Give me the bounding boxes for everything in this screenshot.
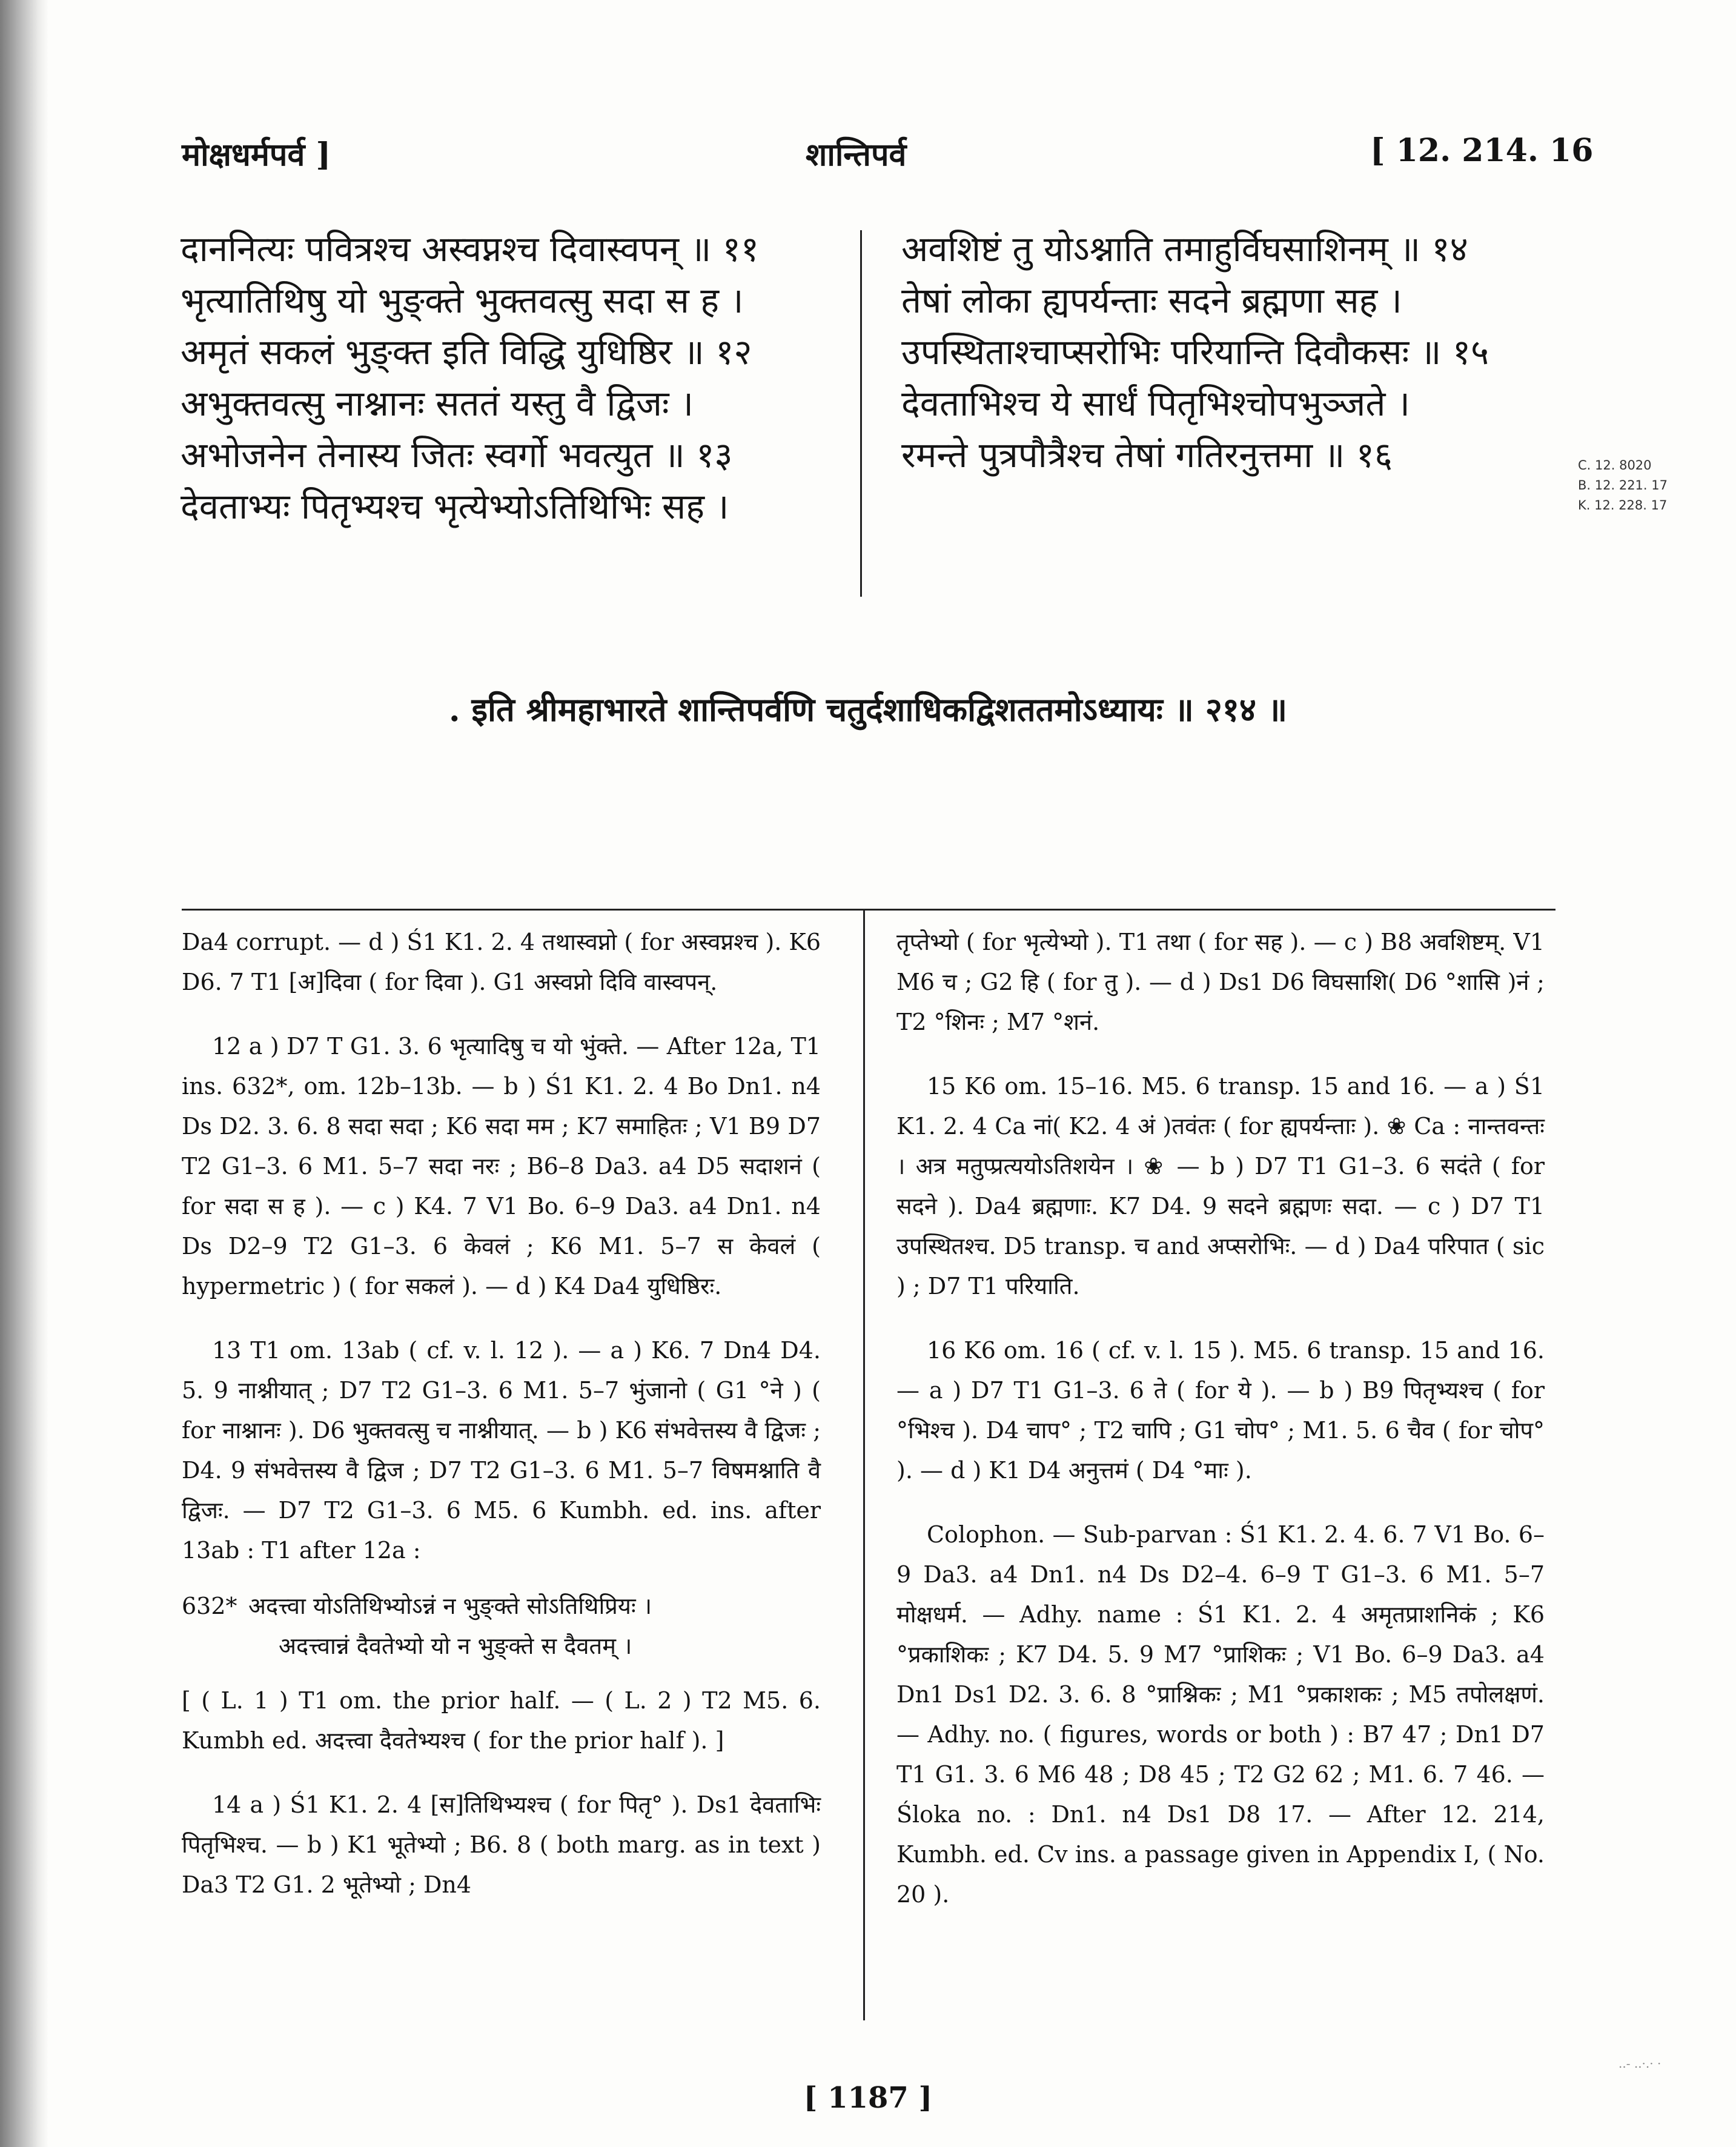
concordance-bombay: B. 12. 221. 17	[1578, 478, 1668, 493]
verse-line: अमृतं सकलं भुङ्क्त इति विद्धि युधिष्ठिर ॥ १२	[181, 331, 752, 373]
verse-line: अभोजनेन तेनास्य जितः स्वर्गो भवत्युत ॥ १३	[181, 434, 733, 476]
passage-line: अदत्त्वा योऽतिथिभ्योऽन्नं न भुङ्क्ते सोऽतिथिप्रियः ।	[248, 1593, 652, 1619]
apparatus-note: 15 K6 om. 15–16. M5. 6 transp. 15 and 16. — a ) Ś1 K1. 2. 4 Ca नां( K2. 4 अं )तवंतः ( for ह्यपर्यन्ताः ). ❀ Ca : नान्तवन्तः । अत्र मतुप्प्रत्ययोऽतिशयेन । ❀ — b ) D7 T1 G1–3. 6 सदंते ( for सदने ). Da4 ब्रह्मणाः. K7 D4. 9 सदने ब्रह्मणः सदा. — c ) D7 T1 उपस्थितश्च. D5 transp. च and अप्सरोभिः. — d ) Da4 परिपात ( sic ) ; D7 T1 परियाति.	[896, 1073, 1545, 1299]
verse-column-divider	[860, 230, 862, 597]
verse-line: दाननित्यः पवित्रश्च अस्वप्नश्च दिवास्वपन् ॥ ११	[181, 228, 759, 270]
page-number: [ 1187 ]	[803, 2081, 933, 2115]
apparatus-note: 16 K6 om. 16 ( cf. v. l. 15 ). M5. 6 transp. 15 and 16. — a ) D7 T1 G1–3. 6 ते ( for ये ). — b ) B9 पितृभ्यश्च ( for °भिश्च ). D4 चाप° ; T2 चापि ; G1 चोप° ; M1. 5. 6 चैव ( for चोप° ). — d ) K1 D4 अनुत्तमं ( D4 °माः ).	[896, 1337, 1545, 1484]
apparatus-note: 12 a ) D7 T G1. 3. 6 भृत्यादिषु च यो भुंक्ते. — After 12a, T1 ins. 632*, om. 12b–13b. — b ) Ś1 K1. 2. 4 Bo Dn1. n4 Ds D2. 3. 6. 8 सदा सदा ; K6 सदा मम ; K7 समाहितः ; V1 B9 D7 T2 G1–3. 6 M1. 5–7 सदा नरः ; B6–8 Da3. a4 D5 सदाशनं ( for सदा स ह ). — c ) K4. 7 V1 Bo. 6–9 Da3. a4 Dn1. n4 Ds D2–9 T2 G1–3. 6 केवलं ; K6 M1. 5–7 स केवलं ( hypermetric ) ( for सकलं ). — d ) K4 Da4 युधिष्ठिरः.	[182, 1033, 821, 1299]
apparatus-rule	[182, 909, 1555, 911]
verse-line: रमन्ते पुत्रपौत्रैश्च तेषां गतिरनुत्तमा ॥ १६	[901, 434, 1393, 476]
verse-line: तेषां लोका ह्यपर्यन्ताः सदने ब्रह्मणा सह ।	[901, 280, 1402, 321]
apparatus-column-divider	[863, 909, 865, 2020]
running-head-center: शान्तिपर्व	[806, 136, 907, 173]
apparatus-column-right	[896, 922, 1545, 1939]
apparatus-column-left	[182, 922, 821, 1929]
verse-line: उपस्थिताश्चाप्सरोभिः परियान्ति दिवौकसः ॥ १५	[901, 331, 1489, 373]
verse-line: भृत्यातिथिषु यो भुङ्क्ते भुक्तवत्सु सदा स ह ।	[181, 280, 744, 321]
apparatus-note: 14 a ) Ś1 K1. 2. 4 [स]तिथिभ्यश्च ( for पितृ° ). Ds1 देवताभिः पितृभिश्च. — b ) K1 भूतेभ्यो ; B6. 8 ( both marg. as in text ) Da3 T2 G1. 2 भूतेभ्यो ; Dn4	[182, 1791, 821, 1898]
concordance-references	[1578, 456, 1668, 516]
verse-line: देवताभ्यः पितृभ्यश्च भृत्येभ्योऽतिथिभिः सह ।	[181, 486, 729, 527]
additional-passage	[182, 1586, 821, 1666]
scan-binding-shadow	[0, 0, 48, 2147]
running-head-right: [ 12. 214. 16	[1370, 132, 1594, 169]
apparatus-note: [ ( L. 1 ) T1 om. the prior half. — ( L. 2 ) T2 M5. 6. Kumbh ed. अदत्त्वा दैवतेभ्यश्च ( for the prior half ). ]	[182, 1687, 821, 1754]
verse-line: अभुक्तवत्सु नाश्नानः सततं यस्तु वै द्विजः ।	[181, 383, 694, 424]
apparatus-note: तृप्तेभ्यो ( for भृत्येभ्यो ). T1 तथा ( for सह ). — c ) B8 अवशिष्टम्. V1 M6 च ; G2 हि ( for तु ). — d ) Ds1 D6 विघसाशि( D6 °शासि )नं ; T2 °शिनः ; M7 °शनं.	[896, 929, 1545, 1035]
passage-line: अदत्त्वान्नं दैवतेभ्यो यो न भुङ्क्ते स दैवतम् ।	[279, 1633, 632, 1659]
concordance-calcutta: C. 12. 8020	[1578, 458, 1652, 473]
apparatus-note: Da4 corrupt. — d ) Ś1 K1. 2. 4 तथास्वप्नो ( for अस्वप्नश्च ). K6 D6. 7 T1 [अ]दिवा ( for दिवा ). G1 अस्वप्नो दिवि वास्वपन्.	[182, 929, 821, 995]
verse-line: देवताभिश्च ये सार्धं पितृभिश्चोपभुञ्जते ।	[901, 383, 1410, 424]
verse-line: अवशिष्टं तु योऽश्नाति तमाहुर्विघसाशिनम् ॥ १४	[901, 228, 1468, 270]
apparatus-note: Colophon. — Sub-parvan : Ś1 K1. 2. 4. 6. 7 V1 Bo. 6–9 Da3. a4 Dn1. n4 Ds D2–4. 6–9 T G1–3. 6 M1. 5–7 मोक्षधर्म. — Adhy. name : Ś1 K1. 2. 4 अमृतप्राशनिकं ; K6 °प्रकाशिकः ; K7 D4. 5. 9 M7 °प्राशिकः ; V1 Bo. 6–9 Da3. a4 Dn1 Ds1 D2. 3. 6. 8 °प्राश्निकः ; M1 °प्रकाशकः ; M5 तपोलक्षणं. — Adhy. no. ( figures, words or both ) : B7 47 ; Dn1 D7 T1 G1. 3. 6 M6 48 ; D8 45 ; T2 G2 62 ; M1. 6. 7 46. — Śloka no. : Dn1. n4 Ds1 D8 17. — After 12. 214, Kumbh. ed. Cv ins. a passage given in Appendix I, ( No. 20 ).	[896, 1521, 1545, 1908]
chapter-colophon: . इति श्रीमहाभारते शान्तिपर्वणि चतुर्दशाधिकद्विशततमोऽध्यायः ॥ २१४ ॥	[448, 690, 1288, 729]
scan-artifact-marks: ..- ..·.· ·	[1618, 2056, 1661, 2071]
running-head-left: मोक्षधर्मपर्व ]	[182, 136, 331, 173]
concordance-kumbhakonam: K. 12. 228. 17	[1578, 498, 1668, 513]
passage-number: 632*	[182, 1593, 237, 1619]
apparatus-note: 13 T1 om. 13ab ( cf. v. l. 12 ). — a ) K6. 7 Dn4 D4. 5. 9 नाश्नीयात् ; D7 T2 G1–3. 6 M1. 5–7 भुंजानो ( G1 °ने ) ( for नाश्नानः ). D6 भुक्तवत्सु च नाश्नीयात्. — b ) K6 संभवेत्तस्य वै द्विजः ; D4. 9 संभवेत्तस्य वै द्विज ; D7 T2 G1–3. 6 M1. 5–7 विषमश्नाति वै द्विजः. — D7 T2 G1–3. 6 M5. 6 Kumbh. ed. ins. after 13ab : T1 after 12a :	[182, 1337, 821, 1564]
